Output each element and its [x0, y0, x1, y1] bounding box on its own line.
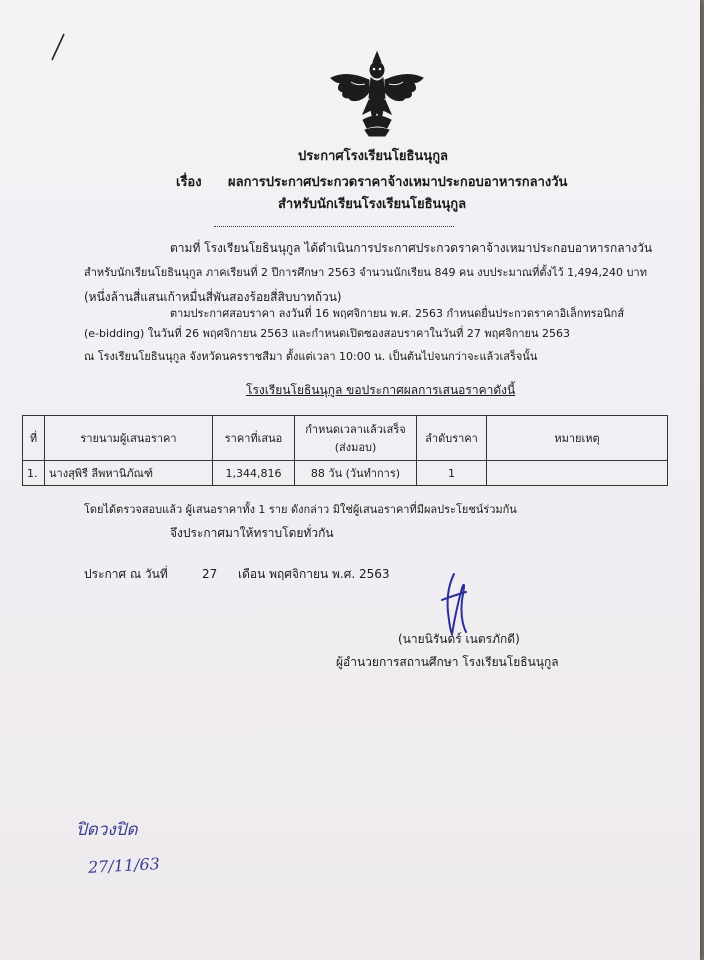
- header-no: ที่: [23, 416, 45, 461]
- signatory-position: ผู้อำนวยการสถานศึกษา โรงเรียนโยธินนุกูล: [336, 655, 559, 669]
- subject-label: เรื่อง: [176, 175, 202, 190]
- dotted-divider: [214, 226, 454, 227]
- paragraph-1-line-3: (หนึ่งล้านสี่แสนเก้าหมื่นสี่พันสองร้อยสี่สิบบาทถ้วน): [84, 290, 342, 304]
- cell-rank: 1: [417, 461, 487, 486]
- pen-mark-icon: [48, 32, 68, 62]
- date-prefix: ประกาศ ณ วันที่: [84, 567, 168, 581]
- subject-line-1: ผลการประกาศประกวดราคาจ้างเหมาประกอบอาหารกลางวัน: [228, 175, 568, 190]
- date-month-year: เดือน พฤศจิกายน พ.ศ. 2563: [238, 567, 390, 581]
- verification-line: โดยได้ตรวจสอบแล้ว ผู้เสนอราคาทั้ง 1 ราย ดังกล่าว มิใช่ผู้เสนอราคาที่มีผลประโยชน์ร่วมกัน: [84, 503, 517, 516]
- paragraph-2-line-3: ณ โรงเรียนโยธินนุกูล จังหวัดนครราชสีมา ตั้งแต่เวลา 10:00 น. เป็นต้นไปจนกว่าจะแล้วเสร็จนั้น: [84, 350, 538, 363]
- paragraph-2-line-1: ตามประกาศสอบราคา ลงวันที่ 16 พฤศจิกายน พ.ศ. 2563 กำหนดยื่นประกวดราคาอิเล็กทรอนิกส์: [170, 307, 625, 320]
- cell-no: 1.: [23, 461, 45, 486]
- handwritten-note: ปิดวงปิด: [76, 820, 138, 840]
- header-deadline: [295, 416, 417, 461]
- cell-deadline: 88 วัน (วันทำการ): [295, 461, 417, 486]
- header-rank: ลำดับราคา: [417, 416, 487, 461]
- cell-remark: [487, 461, 668, 486]
- announce-heading: โรงเรียนโยธินนุกูล ขอประกาศผลการเสนอราคาดังนี้: [246, 383, 516, 397]
- date-day: 27: [202, 567, 218, 581]
- cell-bidder: นางสุพิรี ลีพหานิภัณฑ์: [45, 461, 213, 486]
- handwritten-date: 27/11/63: [87, 854, 161, 877]
- bid-results-table: [22, 415, 668, 486]
- table-header-row: [23, 416, 668, 461]
- cell-price: 1,344,816: [213, 461, 295, 486]
- table-row: [23, 461, 668, 486]
- header-deadline-line-2: (ส่งมอบ): [334, 441, 377, 454]
- paragraph-2-line-2: (e-bidding) ในวันที่ 26 พฤศจิกายน 2563 และกำหนดเปิดซองสอบราคาในวันที่ 27 พฤศจิกายน 2563: [84, 327, 570, 340]
- signatory-name: (นายนิรันดร์ เนตรภักดี): [398, 632, 520, 646]
- notice-line: จึงประกาศมาให้ทราบโดยทั่วกัน: [170, 526, 334, 540]
- header-price: ราคาที่เสนอ: [213, 416, 295, 461]
- announcement-title: ประกาศโรงเรียนโยธินนุกูล: [298, 149, 449, 164]
- signature-ink-icon: [432, 570, 476, 640]
- subject-line-2: สำหรับนักเรียนโรงเรียนโยธินนุกูล: [278, 197, 467, 212]
- garuda-emblem-icon: [327, 48, 427, 140]
- header-bidder: รายนามผู้เสนอราคา: [45, 416, 213, 461]
- paragraph-1-line-2: สำหรับนักเรียนโยธินนุกูล ภาคเรียนที่ 2 ปีการศึกษา 2563 จำนวนนักเรียน 849 คน งบประมาณที่ตั้งไว้ 1,494,240 บาท: [84, 266, 647, 279]
- header-deadline-line-1: กำหนดเวลาแล้วเสร็จ: [305, 423, 406, 436]
- paragraph-1-line-1: ตามที่ โรงเรียนโยธินนุกูล ได้ดำเนินการประกาศประกวดราคาจ้างเหมาประกอบอาหารกลางวัน: [170, 241, 653, 255]
- header-remark: หมายเหตุ: [487, 416, 668, 461]
